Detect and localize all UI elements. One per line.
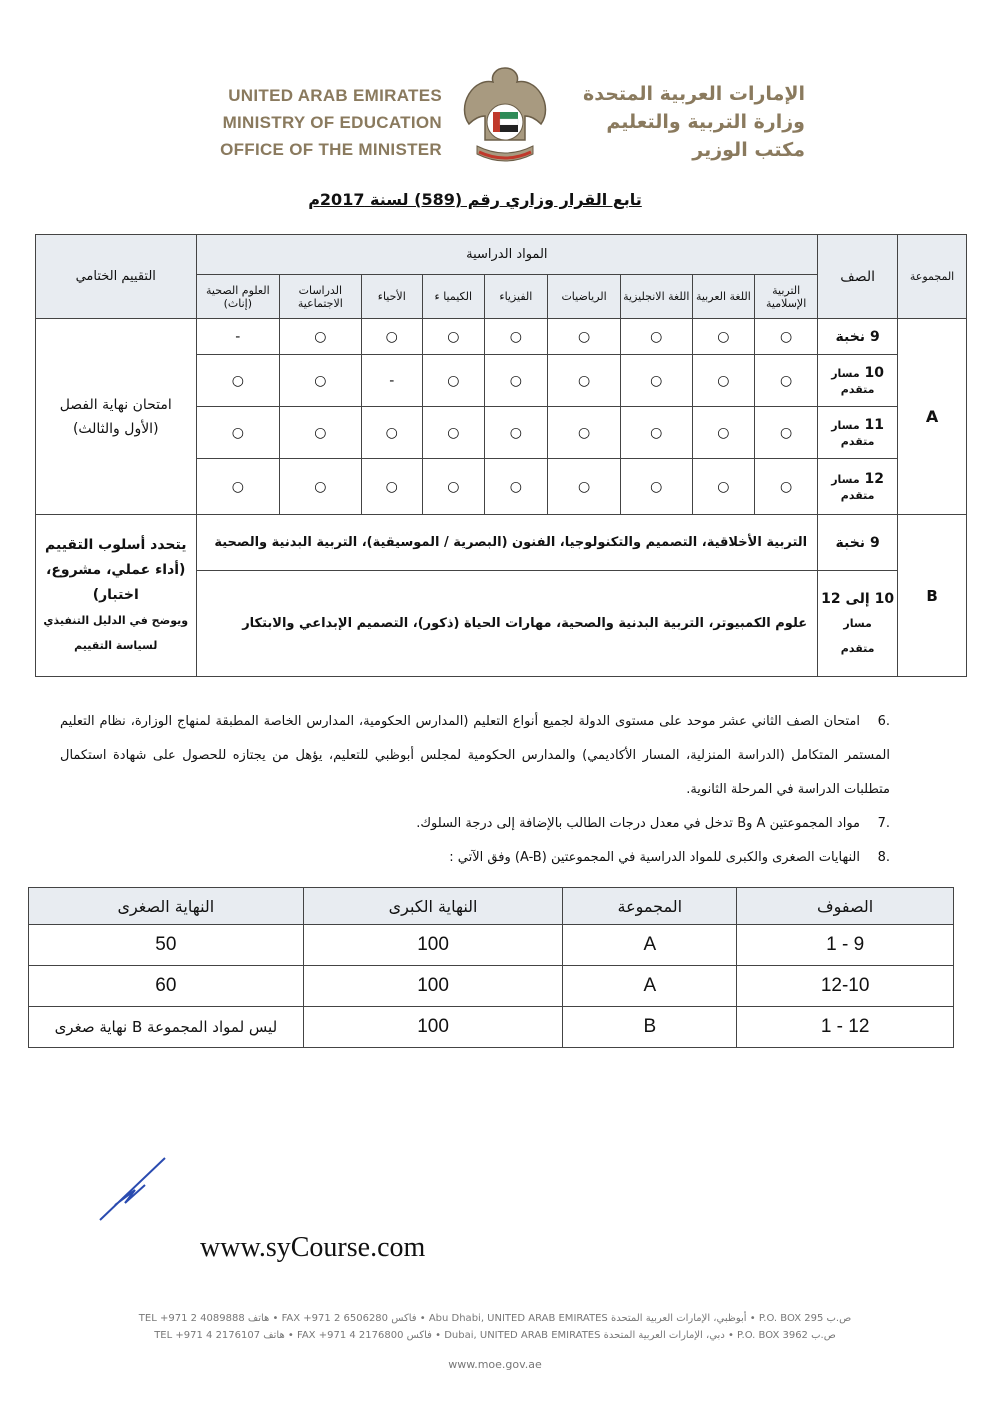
subject-header: الفيزياء (484, 275, 548, 319)
mark-cell: ○ (423, 355, 485, 407)
mark-cell: ○ (196, 407, 280, 459)
cell: ليس لمواد المجموعة B نهاية صغرى (29, 1007, 304, 1048)
mark-cell: ○ (423, 407, 485, 459)
mark-cell: ○ (423, 459, 485, 515)
grade-cell: 9 نخبة (818, 319, 898, 355)
mark-cell: ○ (755, 319, 818, 355)
column-header: النهاية الكبرى (303, 888, 563, 925)
country-name-en: UNITED ARAB EMIRATES (228, 86, 442, 105)
mark-cell: ○ (692, 319, 755, 355)
subject-header: الأحياء (361, 275, 423, 319)
mark-cell: ○ (548, 319, 621, 355)
group-label: B (898, 515, 967, 677)
subject-header: الدراسات الاجتماعية (280, 275, 361, 319)
table-row (29, 1007, 954, 1048)
mark-cell: ○ (620, 459, 692, 515)
mark-cell: ○ (755, 459, 818, 515)
cell: B (563, 1007, 737, 1048)
group-b-subjects: التربية الأخلاقية، التصميم والتكنولوجيا، الفنون (البصرية / الموسيقية)، التربية البدنية والصحية (196, 515, 818, 571)
table-row (36, 319, 967, 355)
signature-icon (95, 1155, 175, 1225)
min-max-grades-table (28, 887, 954, 1048)
group-b-subjects: علوم الكمبيوتر، التربية البدنية والصحية، مهارات الحياة (ذكور)، التصميم الإبداعي والابتكار (196, 571, 818, 677)
footer-line2: TEL +971 4 2176107 هاتف • FAX +971 4 2176800 فاكس • Dubai, UNITED ARAB EMIRATES دبي، الإمارات العربية المتحدة • P.O. BOX 3962 ص.ب (154, 1330, 836, 1341)
footer-url[interactable]: www.moe.gov.ae (448, 1358, 542, 1371)
mark-cell: ○ (361, 459, 423, 515)
final-assessment-header: التقييم الختامي (36, 235, 197, 319)
notes-list (60, 705, 890, 875)
mark-cell: - (196, 319, 280, 355)
header-english (190, 82, 442, 163)
subject-header: اللغة الانجليزية (620, 275, 692, 319)
mark-cell: ○ (548, 407, 621, 459)
subject-header: اللغة العربية (692, 275, 755, 319)
grade-cell: 10 إلى 12 مسار متقدم (818, 571, 898, 677)
cell: 50 (29, 925, 304, 966)
subject-header: الكيميا ء (423, 275, 485, 319)
mark-cell: ○ (361, 407, 423, 459)
mark-cell: ○ (361, 319, 423, 355)
subject-header: التربية الإسلامية (755, 275, 818, 319)
mark-cell: ○ (692, 459, 755, 515)
subjects-assessment-table (35, 234, 967, 677)
mark-cell: ○ (423, 319, 485, 355)
mark-cell: ○ (692, 355, 755, 407)
mark-cell: ○ (196, 459, 280, 515)
cell: 100 (303, 1007, 563, 1048)
mark-cell: ○ (692, 407, 755, 459)
cell: 12 - 1 (737, 1007, 954, 1048)
mark-cell: ○ (620, 407, 692, 459)
mark-cell: ○ (620, 319, 692, 355)
cell: 60 (29, 966, 304, 1007)
table-row (29, 966, 954, 1007)
cell: A (563, 966, 737, 1007)
cell: 100 (303, 925, 563, 966)
subject-header: الرياضيات (548, 275, 621, 319)
grade-cell: 12 مسار متقدم (818, 459, 898, 515)
document-title: تابع القرار وزاري رقم (589) لسنة 2017م (308, 190, 642, 209)
grade-cell: 9 نخبة (818, 515, 898, 571)
cell: 9 - 1 (737, 925, 954, 966)
column-header: الصفوف (737, 888, 954, 925)
mark-cell: ○ (484, 459, 548, 515)
mark-cell: ○ (280, 459, 361, 515)
cell: 100 (303, 966, 563, 1007)
mark-cell: ○ (484, 407, 548, 459)
header-arabic (560, 80, 805, 164)
final-assessment-a: امتحان نهاية الفصل (الأول والثالث) (36, 319, 197, 515)
column-header: المجموعة (563, 888, 737, 925)
footer-line1: TEL +971 2 4089888 هاتف • FAX +971 2 6506280 فاكس • Abu Dhabi, UNITED ARAB EMIRATES أبوظبي، الإمارات العربية المتحدة • P.O. BOX 295 ص.ب (138, 1313, 852, 1324)
ministry-name-ar: وزارة التربية والتعليم (606, 111, 805, 133)
list-item: .8النهايات الصغرى والكبرى للمواد الدراسية في المجموعتين (A-B) وفق الآتي : (449, 850, 890, 865)
table-row (36, 515, 967, 571)
column-header: النهاية الصغرى (29, 888, 304, 925)
table-row (29, 925, 954, 966)
mark-cell: ○ (280, 407, 361, 459)
mark-cell: ○ (280, 355, 361, 407)
country-name-ar: الإمارات العربية المتحدة (583, 83, 805, 105)
cell: 12-10 (737, 966, 954, 1007)
list-item: .7مواد المجموعتين A وB تدخل في معدل درجات الطالب بالإضافة إلى درجة السلوك. (416, 816, 890, 831)
website-link[interactable]: www.syCourse.com (200, 1232, 426, 1263)
mark-cell: ○ (196, 355, 280, 407)
mark-cell: ○ (548, 459, 621, 515)
final-assessment-b: يتحدد أسلوب التقييم (أداء عملي، مشروع، اختبار) ويوضح في الدليل التنفيذي لسياسة التقييم (36, 515, 197, 677)
group-label: A (898, 319, 967, 515)
ministry-name-en: MINISTRY OF EDUCATION (222, 113, 442, 132)
cell: A (563, 925, 737, 966)
list-item: .6امتحان الصف الثاني عشر موحد على مستوى الدولة لجميع أنواع التعليم (المدارس الحكومية، المدارس الخاصة المطبقة لمنهاج الوزارة، نظام التعليم المستمر المتكامل (الدراسة المنزلية، المسار الأكاديمي) والمدارس الحكومية لمجلس أبوظبي للتعليم، يؤهل من يجتازه للحصول على شهادة استكمال متطلبات الدراسة في المرحلة الثانوية. (60, 714, 890, 797)
mark-cell: ○ (755, 355, 818, 407)
grade-cell: 10 مسار متقدم (818, 355, 898, 407)
subject-header: العلوم الصحية (إناث) (196, 275, 280, 319)
mark-cell: ○ (620, 355, 692, 407)
grade-header: الصف (818, 235, 898, 319)
uae-emblem-icon (455, 60, 555, 170)
grade-cell: 11 مسار متقدم (818, 407, 898, 459)
mark-cell: ○ (484, 355, 548, 407)
mark-cell: ○ (484, 319, 548, 355)
office-name-en: OFFICE OF THE MINISTER (220, 140, 442, 159)
mark-cell: ○ (548, 355, 621, 407)
mark-cell: ○ (755, 407, 818, 459)
group-header: المجموعة (898, 235, 967, 319)
subjects-header: المواد الدراسية (196, 235, 818, 275)
mark-cell: - (361, 355, 423, 407)
office-name-ar: مكتب الوزير (692, 139, 805, 161)
mark-cell: ○ (280, 319, 361, 355)
